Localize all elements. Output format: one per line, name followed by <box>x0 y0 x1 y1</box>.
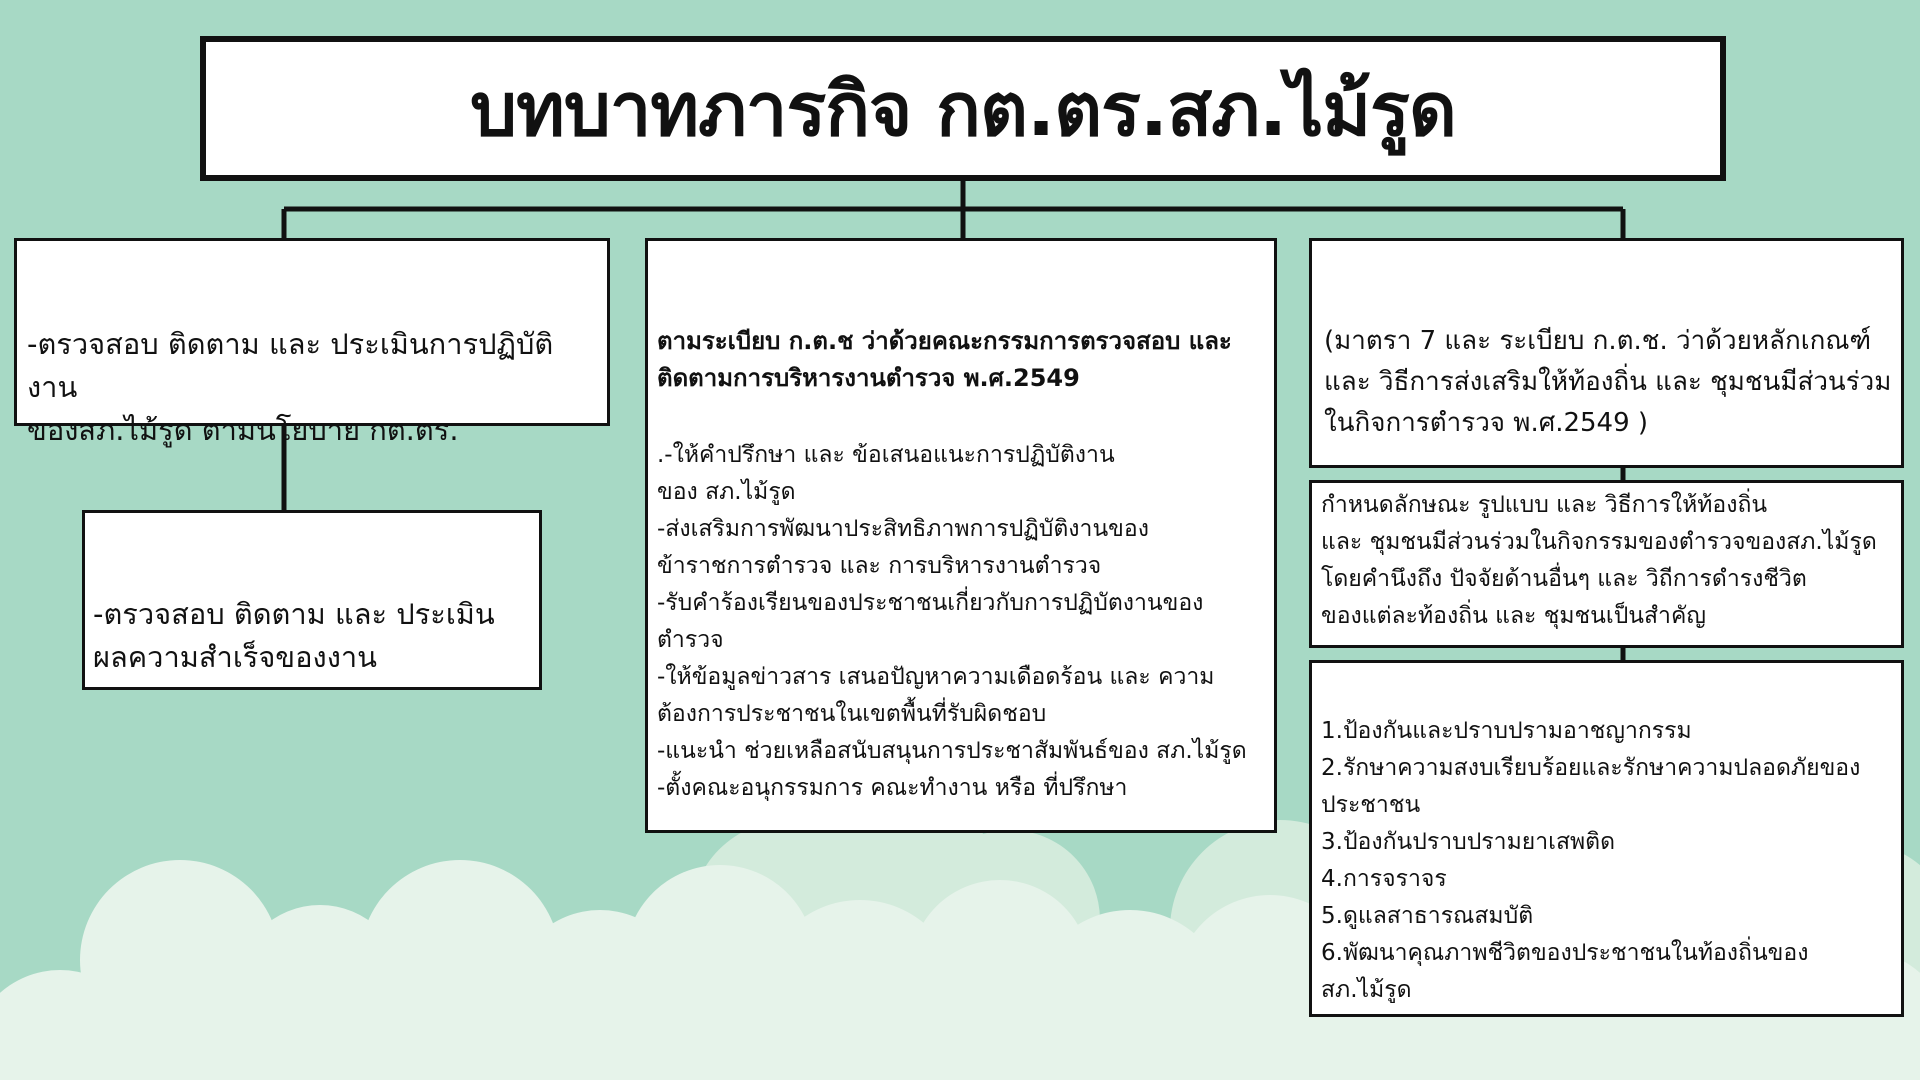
participation-detail-box <box>1309 480 1904 648</box>
activities-box <box>1309 660 1904 1017</box>
inspection-text: -ตรวจสอบ ติดตาม และ ประเมิน ผลความสำเร็จของงาน <box>93 597 495 674</box>
support-mission-box <box>645 238 1277 833</box>
main-mission-text: -ตรวจสอบ ติดตาม และ ประเมินการปฏิบัติงาน ของสภ.ไม้รูด ตามนโยบาย กต.ตร. <box>27 327 554 447</box>
inspection-box <box>82 510 542 690</box>
participation-box <box>1309 238 1904 468</box>
title-box <box>200 36 1726 181</box>
participation-text: (มาตรา 7 และ ระเบียบ ก.ต.ช. ว่าด้วยหลักเกณฑ์ และ วิธีการส่งเสริมให้ท้องถิ่น และ ชุมชนมีส่วนร่วม ในกิจการตำรวจ พ.ศ.2549 ) <box>1324 326 1892 438</box>
support-duties-list: .-ให้คำปรึกษา และ ข้อเสนอแนะการปฏิบัติงาน ของ สภ.ไม้รูด -ส่งเสริมการพัฒนาประสิทธิภาพการปฏิบัติงานของ ข้าราชการตำรวจ และ การบริหารงานตำรวจ -รับคำร้องเรียนของประชาชนเกี่ยวกับการปฏิบัตงานของ ตำรวจ -ให้ข้อมูลข่าวสาร เสนอปัญหาความเดือดร้อน และ ความ ต้องการประชาชนในเขตพื้นที่รับผิดชอบ -แนะนำ ช่วยเหลือสนับสนุนการประชาสัมพันธ์ของ สภ.ไม้รูด -ตั้งคณะอนุกรรมการ คณะทำงาน หรือ ที่ปรึกษา <box>657 442 1247 801</box>
page-title: บทบาทภารกิจ กต.ตร.สภ.ไม้รูด <box>470 66 1456 153</box>
participation-detail-text: กำหนดลักษณะ รูปแบบ และ วิธีการให้ท้องถิ่น และ ชุมชนมีส่วนร่วมในกิจกรรมของตำรวจของสภ.ไม้รูด โดยคำนึงถึง ปัจจัยด้านอื่นๆ และ วิถีการดำรงชีวิต ของแต่ละท้องถิ่น และ ชุมชนเป็นสำคัญ <box>1321 492 1877 629</box>
support-regulation: ตามระเบียบ ก.ต.ช ว่าด้วยคณะกรรมการตรวจสอบ และ ติดตามการบริหารงานตำรวจ พ.ศ.2549 <box>657 327 1232 392</box>
activities-list: 1.ป้องกันและปราบปรามอาชญากรรม 2.รักษาความสงบเรียบร้อยและรักษาความปลอดภัยของ ประชาชน 3.ป้องกันปราบปรามยาเสพติด 4.การจราจร 5.ดูแลสาธารณสมบัติ 6.พัฒนาคุณภาพชีวิตของประชาชนในท้องถิ่นของ สภ.ไม้รูด <box>1321 718 1861 1003</box>
main-mission-box <box>14 238 610 447</box>
